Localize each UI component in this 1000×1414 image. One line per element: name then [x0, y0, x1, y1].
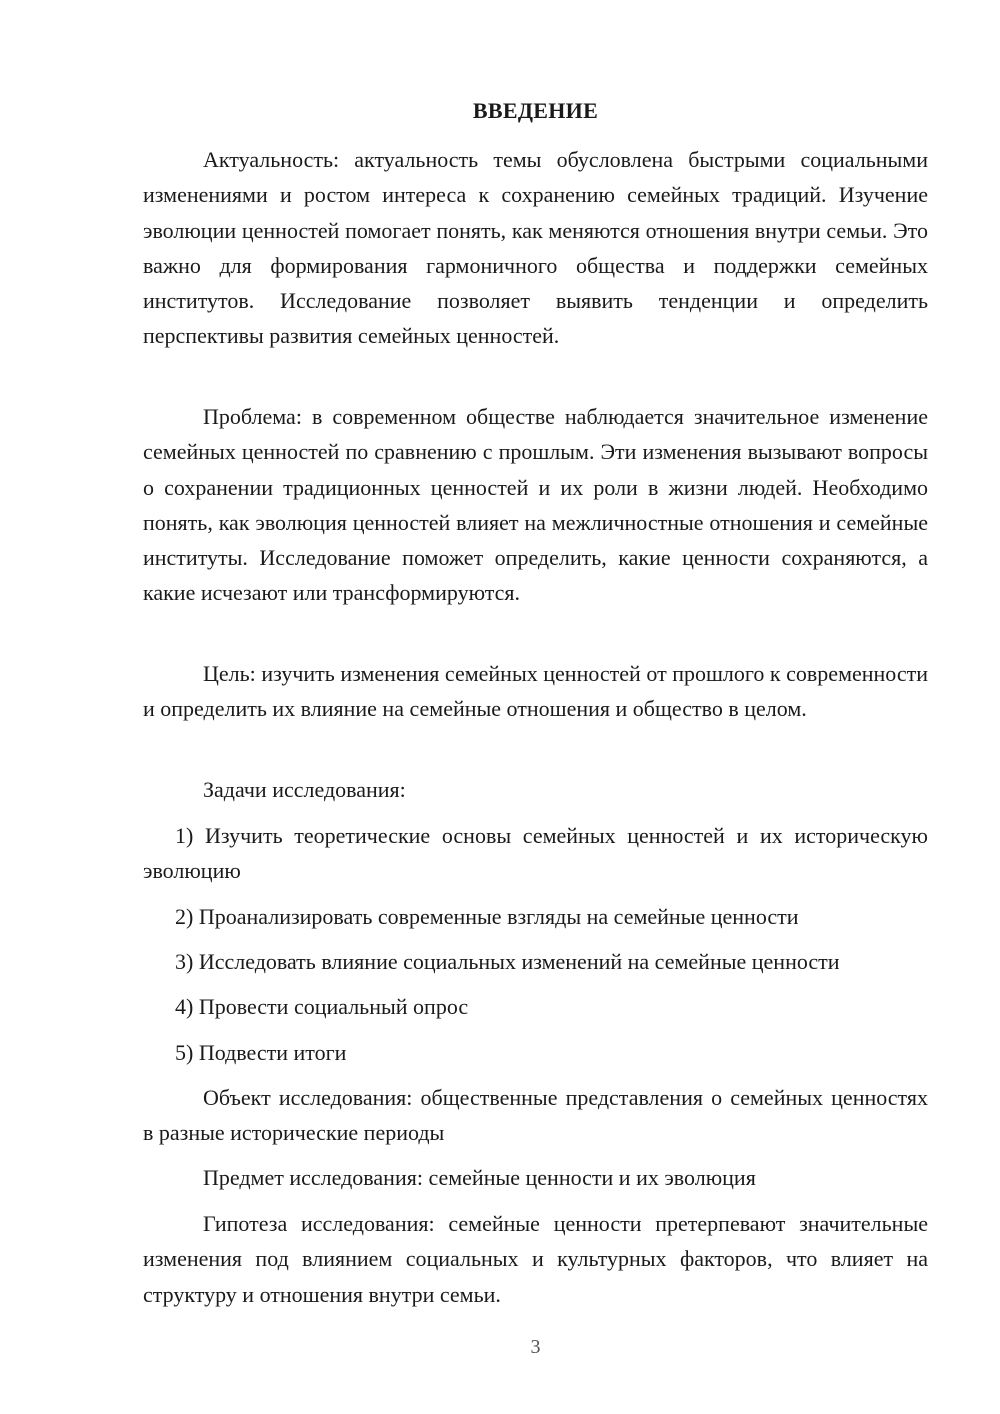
- page-number: 3: [530, 1336, 541, 1358]
- paragraph-object: Объект исследования: общественные представления о семейных ценностях в разные исторические периоды: [143, 1085, 928, 1146]
- task-item-1: 1) Изучить теоретические основы семейных ценностей и их историческую эволюцию: [143, 823, 928, 884]
- task-item-4: 4) Провести социальный опрос: [175, 994, 469, 1019]
- paragraph-goal: Цель: изучить изменения семейных ценностей от прошлого к современности и определить их влияние на семейные отношения и общество в целом.: [143, 661, 928, 722]
- paragraph-hypothesis: Гипотеза исследования: семейные ценности претерпевают значительные изменения под влиянием социальных и культурных факторов, что влияет на структуру и отношения внутри семьи.: [143, 1211, 928, 1307]
- paragraph-problem: Проблема: в современном обществе наблюдается значительное изменение семейных ценностей по сравнению с прошлым. Эти изменения вызывают вопросы о сохранении традиционных ценностей и их роли в жизни людей. Необходимо понять, как эволюция ценностей влияет на межличностные отношения и семейные институты. Исследование поможет определить, какие ценности сохраняются, а какие исчезают или трансформируются.: [143, 404, 928, 606]
- task-item-3: 3) Исследовать влияние социальных изменений на семейные ценности: [175, 949, 840, 974]
- task-item-5: 5) Подвести итоги: [175, 1040, 347, 1065]
- document-page: [143, 0, 928, 1414]
- tasks-heading: Задачи исследования:: [203, 777, 406, 802]
- task-item-2: 2) Проанализировать современные взгляды на семейные ценности: [175, 904, 799, 929]
- paragraph-relevance: Актуальность: актуальность темы обусловлена быстрыми социальными изменениями и ростом интереса к сохранению семейных традиций. Изучение эволюции ценностей помогает понять, как меняются отношения внутри семьи. Это важно для формирования гармоничного общества и поддержки семейных институтов. Исследование позволяет выявить тенденции и определить перспективы развития семейных ценностей.: [143, 147, 928, 349]
- paragraph-subject: Предмет исследования: семейные ценности и их эволюция: [203, 1165, 756, 1190]
- section-title: ВВЕДЕНИЕ: [472, 98, 599, 123]
